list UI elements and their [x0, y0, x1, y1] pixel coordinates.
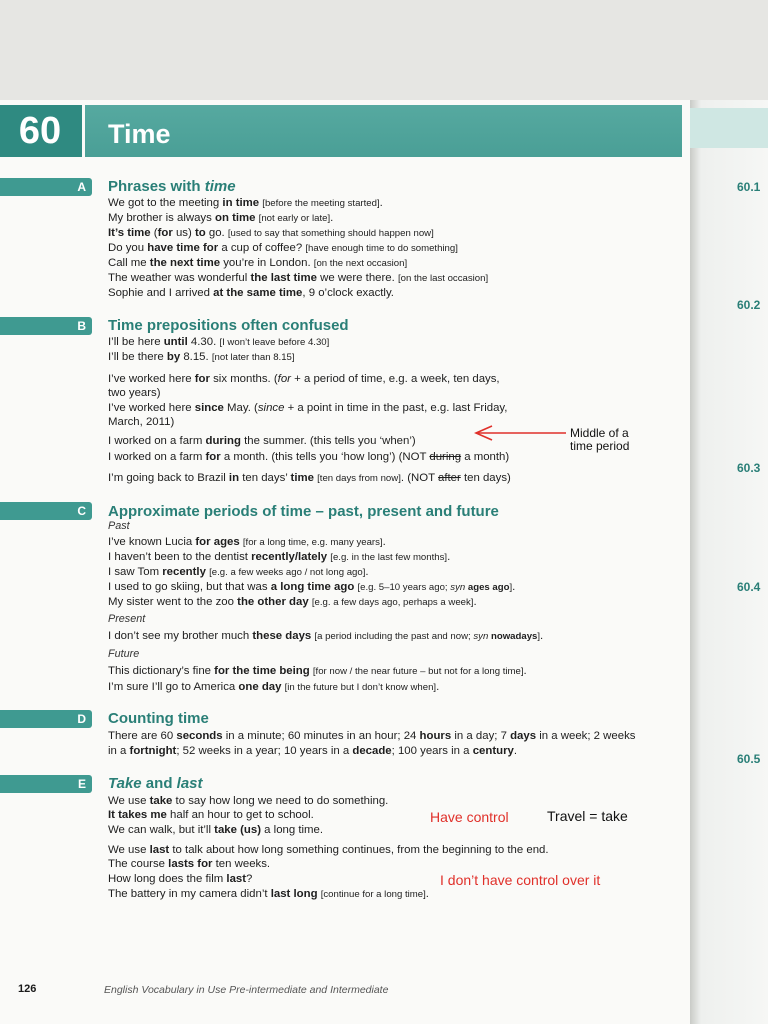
example-line: We use take to say how long we need to do something. [108, 795, 389, 807]
example-line: How long does the film last? [108, 873, 253, 885]
section-tab-e: E [0, 775, 92, 793]
handwritten-note-travel: Travel = take [547, 808, 628, 824]
section-title-c: Approximate periods of time – past, present and future [108, 503, 499, 520]
section-title-e: Take and last [108, 775, 203, 792]
arrow-left-icon [470, 424, 570, 444]
handwritten-note-have-control: Have control [430, 809, 509, 825]
example-line: I’ve worked here for six months. (for + a period of time, e.g. a week, ten days, [108, 373, 500, 385]
subhead-present: Present [108, 613, 146, 625]
example-line: The course lasts for ten weeks. [108, 858, 271, 870]
subhead-future: Future [108, 648, 140, 660]
exercise-ref: 60.3 [737, 461, 761, 475]
unit-number: 60 [18, 110, 62, 152]
section-title-a: Phrases with time [108, 178, 236, 195]
example-line: My sister went to the zoo the other day [e.g. a few days ago, perhaps a week]. [108, 596, 477, 608]
exercise-ref: 60.4 [737, 580, 761, 594]
example-line: The weather was wonderful the last time we were there. [on the last occasion] [108, 272, 489, 284]
example-line: Call me the next time you’re in London. [on the next occasion] [108, 257, 408, 269]
section-title-d: Counting time [108, 710, 209, 727]
example-line: I worked on a farm during the summer. (this tells you ‘when’) [108, 435, 416, 447]
example-line: in a fortnight; 52 weeks in a year; 10 years in a decade; 100 years in a century. [108, 745, 518, 757]
example-line: March, 2011) [108, 416, 175, 428]
facing-page-edge [690, 100, 768, 1024]
section-tab-b: B [0, 317, 92, 335]
example-line: I’ve known Lucia for ages [for a long time, e.g. many years]. [108, 536, 386, 548]
example-line: I’ll be here until 4.30. [I won’t leave before 4.30] [108, 336, 330, 348]
example-line: I used to go skiing, but that was a long time ago [e.g. 5–10 years ago; syn ages ago]. [108, 581, 516, 593]
example-line: This dictionary’s fine for the time being [for now / the near future – but not for a long time]. [108, 665, 527, 677]
subhead-past: Past [108, 520, 130, 532]
example-line: We use last to talk about how long something continues, from the beginning to the end. [108, 844, 549, 856]
example-line: My brother is always on time [not early or late]. [108, 212, 334, 224]
exercise-ref: 60.2 [737, 298, 761, 312]
unit-header-bar [0, 105, 682, 157]
example-line: There are 60 seconds in a minute; 60 minutes in an hour; 24 hours in a day; 7 days in a week; 2 weeks [108, 730, 636, 742]
facing-page-header-band [690, 108, 768, 148]
handwritten-note-middle: Middle of a time period [570, 426, 630, 453]
example-line: We got to the meeting in time [before the meeting started]. [108, 197, 383, 209]
handwritten-note-no-control: I don’t have control over it [440, 872, 601, 888]
example-line: We can walk, but it’ll take (us) a long time. [108, 824, 324, 836]
example-line: I’ll be there by 8.15. [not later than 8.15] [108, 351, 295, 363]
example-line: Do you have time for a cup of coffee? [have enough time to do something] [108, 242, 458, 254]
example-line: Sophie and I arrived at the same time, 9 o’clock exactly. [108, 287, 394, 299]
scan-background [0, 0, 768, 104]
exercise-ref: 60.5 [737, 752, 761, 766]
example-line: I’ve worked here since May. (since + a point in time in the past, e.g. last Friday, [108, 402, 508, 414]
example-line: I’m sure I’ll go to America one day [in the future but I don’t know when]. [108, 681, 440, 693]
page-number: 126 [18, 983, 37, 995]
example-line: I don’t see my brother much these days [a period including the past and now; syn nowadays]. [108, 630, 544, 642]
exercise-ref: 60.1 [737, 180, 761, 194]
book-title: English Vocabulary in Use Pre-intermediate and Intermediate [104, 984, 389, 996]
example-line: I worked on a farm for a month. (this tells you ‘how long’) (NOT during a month) [108, 451, 510, 463]
section-title-b: Time prepositions often confused [108, 317, 349, 334]
example-line: I saw Tom recently [e.g. a few weeks ago / not long ago]. [108, 566, 369, 578]
section-tab-c: C [0, 502, 92, 520]
example-line: two years) [108, 387, 161, 399]
section-tab-a: A [0, 178, 92, 196]
example-line: I haven’t been to the dentist recently/lately [e.g. in the last few months]. [108, 551, 451, 563]
example-line: I’m going back to Brazil in ten days’ time [ten days from now]. (NOT after ten days) [108, 472, 511, 484]
example-line: It takes me half an hour to get to school. [108, 809, 314, 821]
section-tab-d: D [0, 710, 92, 728]
example-line: It’s time (for us) to go. [used to say that something should happen now] [108, 227, 434, 239]
unit-title: Time [108, 119, 171, 149]
example-line: The battery in my camera didn’t last long [continue for a long time]. [108, 888, 429, 900]
